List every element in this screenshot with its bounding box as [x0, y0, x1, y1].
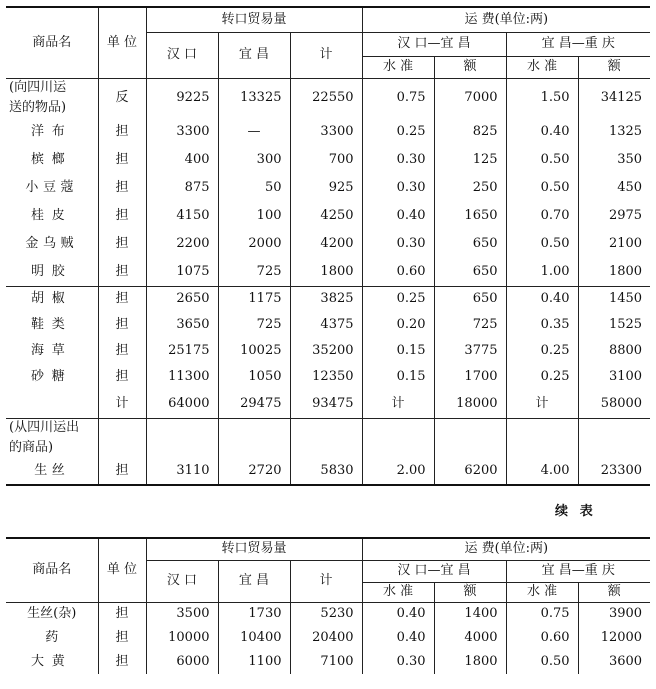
cell-value: 0.50: [506, 650, 578, 674]
cell-value: 0.50: [506, 230, 578, 258]
total-row-label: 计: [98, 390, 146, 418]
cell-value: 1.50: [506, 78, 578, 118]
cell-value: 6000: [146, 650, 218, 674]
cell-value: 3825: [290, 286, 362, 312]
table-row: [6, 202, 650, 230]
cell-value: 4150: [146, 202, 218, 230]
col-header-unit: 单 位: [98, 7, 146, 78]
cell-value: 0.75: [506, 602, 578, 626]
col-header-freight: 运 费(单位:两): [362, 7, 650, 32]
row-name: 桂皮: [6, 202, 98, 230]
table1-total: [6, 390, 650, 418]
col-header-seg2-rate: 水 准: [506, 582, 578, 602]
table2-header: [6, 538, 650, 602]
cell-value: 3650: [146, 312, 218, 338]
row-unit: 担: [98, 286, 146, 312]
row-name: 海草: [6, 338, 98, 364]
col-header-seg1-amount: 额: [434, 56, 506, 78]
col-header-seg2-amount: 额: [578, 582, 650, 602]
table-row: [6, 650, 650, 674]
cell-value: 2650: [146, 286, 218, 312]
cell-value: 0.15: [362, 364, 434, 390]
cell-value: 1050: [218, 364, 290, 390]
cell-value: 450: [617, 179, 643, 195]
table1-header: [6, 7, 650, 78]
cell-value: 64000: [146, 390, 218, 418]
group-label-line: 的商品): [6, 438, 98, 458]
col-header-seg1-rate: 水 准: [362, 582, 434, 602]
col-header-yichang: 宜 昌: [218, 32, 290, 78]
cell-value: 2100: [608, 235, 643, 251]
cell-value: 0.75: [362, 78, 434, 118]
table1-rows-b: [6, 286, 650, 390]
cell-value: 12350: [290, 364, 362, 390]
row-unit: 担: [98, 258, 146, 286]
row-unit: 担: [98, 230, 146, 258]
col-header-freight: 运 费(单位:两): [362, 538, 650, 560]
cell-value: 34125: [600, 90, 643, 106]
cell-value: 0.25: [362, 286, 434, 312]
table1-group-in: [6, 78, 650, 118]
table-row: [6, 286, 650, 312]
cell-value: 3500: [146, 602, 218, 626]
col-header-seg2: 宜 昌—重 庆: [506, 560, 650, 582]
row-name: 金乌贼: [6, 230, 98, 258]
row-name: 生丝: [6, 458, 98, 485]
cell-value: 3775: [434, 338, 506, 364]
cell-value: 4200: [290, 230, 362, 258]
cell-value: 0.50: [506, 174, 578, 202]
row-name: 胡椒: [6, 286, 98, 312]
row-unit: 担: [98, 650, 146, 674]
cell-value: 0.50: [506, 146, 578, 174]
cell-value: 925: [290, 174, 362, 202]
cell-value: 350: [617, 151, 643, 167]
cell-value: 875: [146, 174, 218, 202]
row-name: 槟榔: [6, 146, 98, 174]
row-unit: 担: [98, 118, 146, 146]
cell-value: 825: [434, 118, 506, 146]
cell-value: 计: [506, 390, 578, 418]
cell-value: 4.00: [506, 458, 578, 485]
cell-value: 25175: [146, 338, 218, 364]
cell-value: 1800: [290, 258, 362, 286]
cell-value: 1400: [434, 602, 506, 626]
cell-value: 0.25: [506, 364, 578, 390]
cell-value: 13325: [218, 78, 290, 118]
cell-value: 20400: [290, 626, 362, 650]
cell-value: 35200: [290, 338, 362, 364]
cell-value: 0.70: [506, 202, 578, 230]
cell-value: 1800: [608, 263, 643, 279]
cell-value: 计: [362, 390, 434, 418]
col-header-total: 计: [290, 560, 362, 602]
cell-value: 1700: [434, 364, 506, 390]
cell-value: 58000: [578, 390, 650, 418]
table1-group-out: [6, 418, 650, 485]
cell-value: 1100: [218, 650, 290, 674]
table-row: [6, 364, 650, 390]
total-row-name: [6, 390, 98, 418]
cell-value: 700: [290, 146, 362, 174]
cell-value: 3300: [146, 118, 218, 146]
cell-value: 4000: [434, 626, 506, 650]
cell-value: 0.40: [506, 118, 578, 146]
col-header-seg2-amount: 额: [578, 56, 650, 78]
cell-value: 1.00: [506, 258, 578, 286]
row-unit: 担: [98, 364, 146, 390]
cell-value: —: [218, 118, 290, 146]
cell-value: 6200: [434, 458, 506, 485]
col-header-seg1: 汉 口—宜 昌: [362, 560, 506, 582]
cell-value: 2000: [218, 230, 290, 258]
cell-value: 1450: [578, 286, 650, 312]
cell-value: 4250: [290, 202, 362, 230]
cell-value: 10000: [146, 626, 218, 650]
col-header-total: 计: [290, 32, 362, 78]
cell-value: 2720: [218, 458, 290, 485]
cell-value: 7100: [290, 650, 362, 674]
cell-value: 3110: [146, 458, 218, 485]
cell-value: 10400: [218, 626, 290, 650]
row-name: 洋布: [6, 118, 98, 146]
cell-value: 12000: [600, 629, 643, 645]
row-name: 砂糖: [6, 364, 98, 390]
row-unit: 担: [98, 338, 146, 364]
trade-table-main: [6, 6, 650, 486]
continued-label: 续表: [555, 504, 605, 519]
cell-value: 3100: [608, 368, 643, 384]
table-row: [6, 626, 650, 650]
cell-value: 250: [434, 174, 506, 202]
group-label-line: (从四川运出: [6, 418, 98, 438]
cell-value: 0.60: [362, 258, 434, 286]
col-header-seg1-amount: 额: [434, 582, 506, 602]
cell-value: 1175: [218, 286, 290, 312]
col-header-seg1: 汉 口—宜 昌: [362, 32, 506, 56]
cell-value: 93475: [290, 390, 362, 418]
row-name: 药: [6, 626, 98, 650]
group-label-line: (向四川运: [6, 78, 98, 98]
table2-rows: [6, 602, 650, 674]
cell-value: 0.30: [362, 230, 434, 258]
table-row: [6, 174, 650, 202]
cell-value: 1525: [608, 316, 643, 332]
row-unit: 担: [98, 174, 146, 202]
cell-value: 400: [146, 146, 218, 174]
row-name: 鞋类: [6, 312, 98, 338]
cell-value: 650: [434, 258, 506, 286]
cell-value: 0.35: [506, 312, 578, 338]
cell-value: 1650: [434, 202, 506, 230]
cell-value: 650: [434, 230, 506, 258]
cell-value: 725: [218, 258, 290, 286]
cell-value: 0.20: [362, 312, 434, 338]
row-name: 小豆蔻: [6, 174, 98, 202]
col-header-seg2: 宜 昌—重 庆: [506, 32, 650, 56]
row-unit: 担: [98, 458, 146, 485]
col-header-hankou: 汉 口: [146, 560, 218, 602]
col-header-yichang: 宜 昌: [218, 560, 290, 602]
cell-value: 2200: [146, 230, 218, 258]
cell-value: 125: [434, 146, 506, 174]
row-name: 大黄: [6, 650, 98, 674]
cell-value: 10025: [218, 338, 290, 364]
cell-value: 2975: [608, 207, 643, 223]
cell-value: 4375: [290, 312, 362, 338]
row-unit: 担: [98, 146, 146, 174]
cell-value: 0.25: [506, 338, 578, 364]
table-row: [6, 602, 650, 626]
cell-value: 3600: [608, 653, 643, 669]
cell-value: 1800: [434, 650, 506, 674]
cell-value: 5230: [290, 602, 362, 626]
row-unit: 担: [98, 626, 146, 650]
cell-value: 0.40: [362, 602, 434, 626]
cell-value: 650: [434, 286, 506, 312]
cell-value: 0.40: [362, 202, 434, 230]
cell-value: 7000: [434, 78, 506, 118]
col-header-name: 商品名: [6, 7, 98, 78]
table-row: [6, 258, 650, 286]
row-unit: 担: [98, 602, 146, 626]
cell-value: 725: [218, 312, 290, 338]
table-row: [6, 312, 650, 338]
cell-value: 0.30: [362, 650, 434, 674]
col-header-unit: 单 位: [98, 538, 146, 602]
cell-value: 50: [218, 174, 290, 202]
row-name: 明胶: [6, 258, 98, 286]
cell-value: 23300: [578, 458, 650, 485]
cell-value: 100: [218, 202, 290, 230]
cell-value: 300: [218, 146, 290, 174]
col-header-hankou: 汉 口: [146, 32, 218, 78]
cell-value: 0.30: [362, 146, 434, 174]
group-label-line: 送的物品): [6, 98, 98, 118]
row-unit: 担: [98, 202, 146, 230]
cell-value: 3900: [608, 606, 643, 622]
table-row: [6, 338, 650, 364]
cell-value: 0.15: [362, 338, 434, 364]
row-name: 生丝(杂): [6, 602, 98, 626]
cell-value: 0.30: [362, 174, 434, 202]
cell-value: 0.25: [362, 118, 434, 146]
cell-value: 29475: [218, 390, 290, 418]
trade-table-continued: [6, 537, 650, 674]
cell-value: 0.40: [506, 286, 578, 312]
col-header-transit: 转口贸易量: [146, 7, 362, 32]
col-header-seg2-rate: 水 准: [506, 56, 578, 78]
col-header-seg1-rate: 水 准: [362, 56, 434, 78]
cell-value: 3300: [290, 118, 362, 146]
col-header-transit: 转口贸易量: [146, 538, 362, 560]
cell-value: 0.40: [362, 626, 434, 650]
cell-value: 725: [434, 312, 506, 338]
cell-value: 1325: [608, 123, 643, 139]
row-unit: 担: [98, 312, 146, 338]
cell-value: 1075: [146, 258, 218, 286]
cell-value: 11300: [146, 364, 218, 390]
cell-value: 22550: [290, 78, 362, 118]
cell-value: 2.00: [362, 458, 434, 485]
table-row: [6, 230, 650, 258]
cell-value: 8800: [608, 342, 643, 358]
cell-value: 5830: [290, 458, 362, 485]
table-row: [6, 118, 650, 146]
cell-value: 0.60: [506, 626, 578, 650]
col-header-name: 商品名: [6, 538, 98, 602]
cell-value: 1730: [218, 602, 290, 626]
cell-value: 18000: [434, 390, 506, 418]
table-row: [6, 146, 650, 174]
table1-rows-a: [6, 118, 650, 286]
group-unit: 反: [98, 78, 146, 118]
cell-value: 9225: [146, 78, 218, 118]
